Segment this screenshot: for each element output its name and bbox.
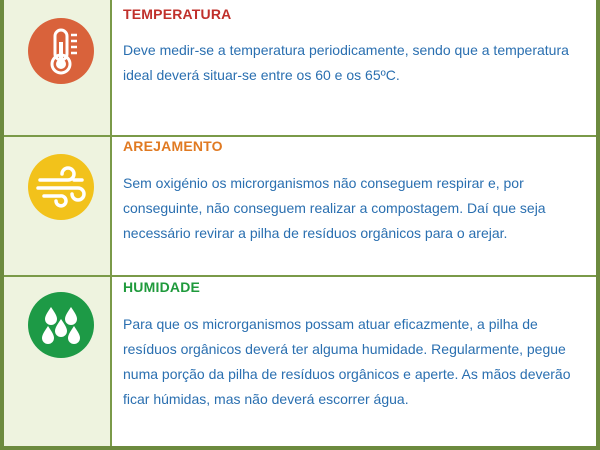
section-text: Sem oxigénio os microrganismos não conseguem respirar e, por conseguinte, não conseguem realizar a compostagem. Daí que seja necessário revirar a pilha de resíduos orgânicos para o arejar.: [123, 175, 546, 241]
section-text: Para que os microrganismos possam atuar eficazmente, a pilha de resíduos orgânicos deverá ter alguma humidade. Regularmente, pegue numa porção da pilha de resíduos orgânicos e aperte. As mãos deverão ficar húmidas, mas não deverá escorrer água.: [123, 316, 571, 407]
section-heading: AREJAMENTO: [123, 138, 223, 154]
section-temperatura: [4, 0, 596, 137]
icon-cell: [4, 137, 112, 275]
icon-cell: [4, 277, 112, 446]
wind-icon: [28, 154, 94, 220]
water-drops-icon: [28, 292, 94, 358]
section-arejamento: [4, 137, 596, 277]
section-heading: HUMIDADE: [123, 279, 201, 295]
section-text: Deve medir-se a temperatura periodicamente, sendo que a temperatura ideal deverá situar-se entre os 60 e os 65ºC.: [123, 42, 569, 83]
icon-cell: [4, 0, 112, 135]
section-heading: TEMPERATURA: [123, 6, 232, 22]
thermometer-icon: [28, 18, 94, 84]
section-humidade: [4, 277, 596, 446]
info-table: [4, 0, 596, 446]
